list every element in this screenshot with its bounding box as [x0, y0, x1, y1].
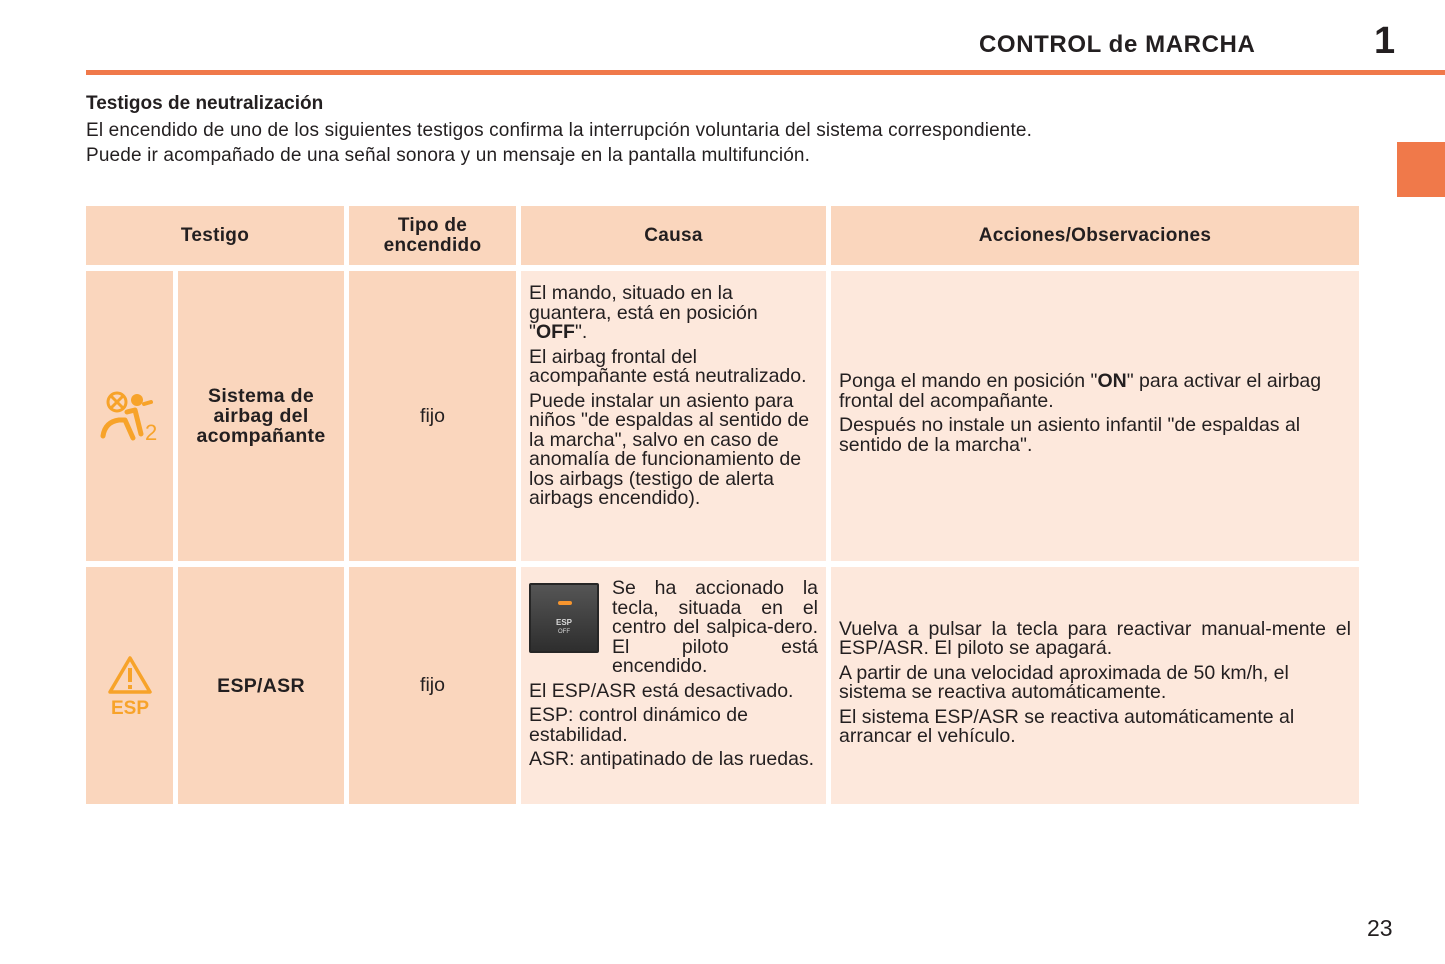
header-testigo-label: Testigo — [180, 224, 250, 246]
table-row-esp-name — [178, 567, 344, 804]
row-name-line: Sistema de — [208, 385, 314, 407]
causa-paragraph: Se ha accionado la tecla, situada en el centro del salpica-dero. El piloto está encendido. — [612, 577, 818, 677]
section-intro — [86, 118, 1032, 168]
chapter-number: 1 — [1374, 20, 1396, 62]
esp-button-block — [529, 579, 818, 677]
header-divider — [86, 70, 1445, 75]
causa-paragraph: ESP: control dinámico de estabilidad. — [529, 704, 748, 746]
acciones-paragraph: Ponga el mando en posición "ON" para activar el airbag frontal del acompañante. — [839, 370, 1322, 412]
acciones-paragraph: A partir de una velocidad aproximada de 50 km/h, el sistema se reactiva automáticamente. — [839, 661, 1289, 703]
row-name-line: airbag del — [213, 405, 309, 427]
esp-button-label: ESP — [555, 618, 572, 627]
table-row-esp-causa — [521, 567, 826, 804]
table-row-airbag-acciones — [831, 271, 1359, 561]
header-tipo — [349, 206, 516, 265]
chapter-tab-marker — [1397, 142, 1445, 197]
table-row-esp-icon-cell — [86, 567, 173, 804]
intro-line: El encendido de uno de los siguientes testigos confirma la interrupción voluntaria del sistema correspondiente. — [86, 120, 1033, 141]
esp-warning-icon — [106, 654, 154, 718]
acciones-paragraph: El sistema ESP/ASR se reactiva automáticamente al arrancar el vehículo. — [839, 705, 1295, 747]
table-row-airbag-name — [178, 271, 344, 561]
esp-button-sublabel: OFF — [558, 629, 570, 635]
causa-paragraph: ASR: antipatinado de las ruedas. — [529, 748, 815, 770]
svg-text:ESP: ESP — [110, 697, 149, 718]
header-causa — [521, 206, 826, 265]
header-acciones — [831, 206, 1359, 265]
chapter-title: CONTROL de MARCHA — [979, 31, 1256, 58]
table-row-airbag-causa — [521, 271, 826, 561]
table-row-airbag-tipo — [349, 271, 516, 561]
page-number: 23 — [1367, 915, 1393, 941]
acciones-paragraph: Después no instale un asiento infantil "de espaldas al sentido de la marcha". — [839, 414, 1301, 456]
tipo-value: fijo — [420, 674, 445, 696]
causa-paragraph: El ESP/ASR está desactivado. — [529, 679, 794, 702]
causa-paragraph: El airbag frontal del acompañante está neutralizado. — [529, 345, 807, 387]
section-title: Testigos de neutralización — [86, 93, 324, 114]
svg-text:2: 2 — [144, 420, 157, 442]
header-acciones-label: Acciones/Observaciones — [978, 224, 1212, 246]
causa-paragraph: El mando, situado en la guantera, está en posición "OFF". — [529, 282, 758, 343]
header-testigo — [86, 206, 344, 265]
causa-paragraph: Puede instalar un asiento para niños "de espaldas al sentido de la marcha", salvo en caso de anomalía de funcionamiento de los airbags (testigo de alerta airbags encendido). — [529, 389, 810, 509]
header-causa-label: Causa — [644, 224, 703, 246]
esp-led-icon — [558, 601, 572, 605]
esp-off-button-image — [529, 583, 599, 653]
acciones-paragraph: Vuelva a pulsar la tecla para reactivar manual-mente el ESP/ASR. El piloto se apagará. — [839, 617, 1351, 659]
row-name: ESP/ASR — [217, 674, 305, 697]
table-row-airbag-icon-cell — [86, 271, 173, 561]
table-row-esp-tipo — [349, 567, 516, 804]
intro-line: Puede ir acompañado de una señal sonora y un mensaje en la pantalla multifunción. — [86, 145, 811, 166]
airbag-passenger-off-icon — [99, 390, 161, 442]
row-name-line: acompañante — [196, 425, 326, 447]
header-tipo-label-1: Tipo de — [397, 214, 468, 236]
tipo-value: fijo — [420, 404, 445, 427]
header-tipo-label-2: encendido — [383, 234, 482, 256]
table-row-esp-acciones — [831, 567, 1359, 804]
